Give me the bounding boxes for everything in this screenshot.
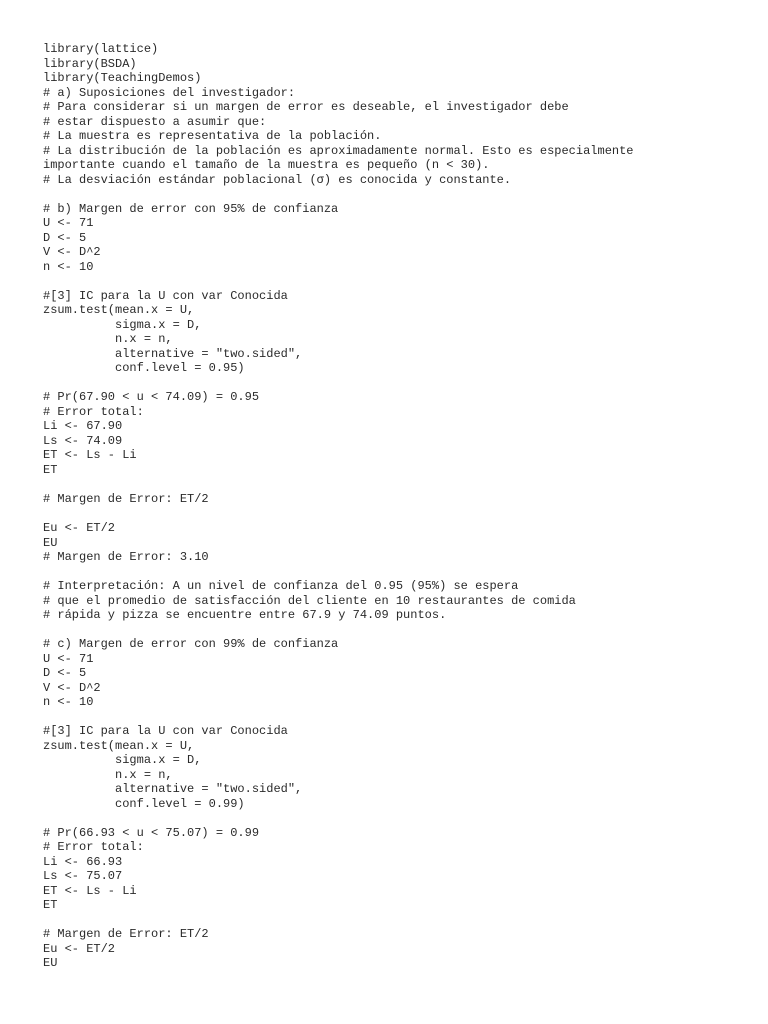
code-line: importante cuando el tamaño de la muestra es pequeño (n < 30). xyxy=(43,158,490,173)
code-line: EU xyxy=(43,535,58,550)
code-line: ET xyxy=(43,462,58,477)
code-line: Ls <- 74.09 xyxy=(43,433,123,448)
code-line: conf.level = 0.99) xyxy=(43,796,245,811)
code-line: # b) Margen de error con 95% de confianza xyxy=(43,201,339,216)
code-line: #[3] IC para la U con var Conocida xyxy=(43,288,288,303)
code-line: # estar dispuesto a asumir que: xyxy=(43,114,267,129)
code-line xyxy=(43,710,634,725)
code-line: # rápida y pizza se encuentre entre 67.9 y 74.09 puntos. xyxy=(43,608,447,623)
code-line: ET <- Ls - Li xyxy=(43,448,137,463)
code-line: zsum.test(mean.x = U, xyxy=(43,738,195,753)
code-line xyxy=(43,565,634,580)
code-line xyxy=(43,376,634,391)
code-line: library(lattice) xyxy=(43,42,159,56)
code-line: n <- 10 xyxy=(43,695,94,710)
code-line: # Margen de Error: ET/2 xyxy=(43,491,209,506)
code-line: Li <- 67.90 xyxy=(43,419,123,434)
code-line: library(BSDA) xyxy=(43,56,137,71)
code-line: # que el promedio de satisfacción del cliente en 10 restaurantes de comida xyxy=(43,593,576,608)
code-line: ET xyxy=(43,898,58,913)
code-line: # Error total: xyxy=(43,840,144,855)
code-line: library(TeachingDemos) xyxy=(43,71,202,86)
code-line: # Para considerar si un margen de error es deseable, el investigador debe xyxy=(43,100,569,115)
code-line: V <- D^2 xyxy=(43,680,101,695)
code-line: # Error total: xyxy=(43,404,144,419)
code-line: # a) Suposiciones del investigador: xyxy=(43,85,296,100)
code-line: n.x = n, xyxy=(43,767,173,782)
code-line: Eu <- ET/2 xyxy=(43,521,116,536)
code-line: alternative = "two.sided", xyxy=(43,782,303,797)
code-line: Ls <- 75.07 xyxy=(43,869,123,884)
code-line xyxy=(43,507,634,522)
code-line: D <- 5 xyxy=(43,230,87,245)
code-line: sigma.x = D, xyxy=(43,317,202,332)
code-line: n <- 10 xyxy=(43,259,94,274)
code-line: # La distribución de la población es aproximadamente normal. Esto es especialmente xyxy=(43,143,634,158)
code-line xyxy=(43,811,634,826)
code-line: # Pr(66.93 < u < 75.07) = 0.99 xyxy=(43,825,260,840)
code-line: alternative = "two.sided", xyxy=(43,346,303,361)
code-line xyxy=(43,623,634,638)
code-line: Eu <- ET/2 xyxy=(43,941,116,956)
code-line: # Margen de Error: 3.10 xyxy=(43,550,209,565)
code-line: U <- 71 xyxy=(43,651,94,666)
code-line: sigma.x = D, xyxy=(43,753,202,768)
code-line: EU xyxy=(43,956,58,971)
code-line: n.x = n, xyxy=(43,332,173,347)
code-line: # Pr(67.90 < u < 74.09) = 0.95 xyxy=(43,390,260,405)
code-line: ET <- Ls - Li xyxy=(43,883,137,898)
code-line xyxy=(43,477,634,492)
code-line: V <- D^2 xyxy=(43,245,101,260)
code-line: # Margen de Error: ET/2 xyxy=(43,927,209,942)
code-line: # La desviación estándar poblacional (σ) es conocida y constante. xyxy=(43,172,512,187)
code-line: # c) Margen de error con 99% de confianza xyxy=(43,637,339,652)
code-line: zsum.test(mean.x = U, xyxy=(43,303,195,318)
code-line xyxy=(43,274,634,289)
code-line xyxy=(43,187,634,202)
code-line: # Interpretación: A un nivel de confianza del 0.95 (95%) se espera xyxy=(43,579,519,594)
r-code-block xyxy=(43,42,634,971)
code-line: U <- 71 xyxy=(43,216,94,231)
code-line xyxy=(43,913,634,928)
code-line: Li <- 66.93 xyxy=(43,854,123,869)
code-line: conf.level = 0.95) xyxy=(43,361,245,376)
code-line: #[3] IC para la U con var Conocida xyxy=(43,724,288,739)
code-line: # La muestra es representativa de la población. xyxy=(43,129,382,144)
code-line: D <- 5 xyxy=(43,666,87,681)
